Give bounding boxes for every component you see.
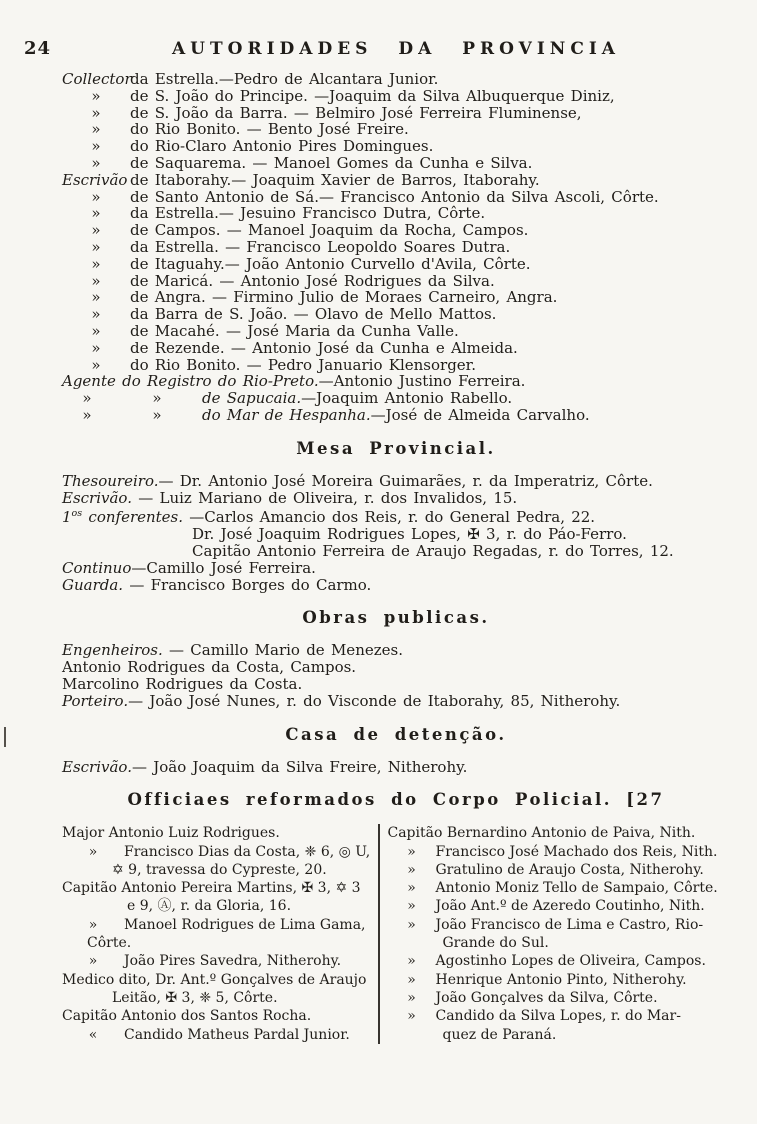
text-segment: —Joaquim Antonio Rabello. [301,389,513,408]
ditto-guillemet-mark: » [91,153,101,172]
text-line [62,490,730,507]
ditto-guillemet-mark: » [91,137,101,156]
text-line [62,934,378,952]
ditto-guillemet-mark: » [88,953,98,970]
obras-publicas-heading: Obras publicas. [302,608,490,628]
casa-detencao-heading: Casa de detenção. [285,724,507,744]
text-line [62,952,378,970]
text-line [388,843,731,861]
text-segment: Francisco José Machado dos Reis, Nith. [435,843,718,860]
text-segment: João Gonçalves da Silva, Côrte. [435,989,658,1006]
ditto-guillemet-mark: » [407,953,416,970]
text-segment: Gratulino de Araujo Costa, Nitherohy. [435,861,704,878]
text-segment: Escrivão [62,170,128,189]
left-column [62,824,378,1044]
text-line [388,861,731,879]
text-segment: de Campos. — Manoel Joaquim da Rocha, Campos. [130,221,529,240]
text-line [62,971,378,989]
text-line [62,693,730,710]
text-line [62,155,730,172]
text-line [62,989,378,1007]
text-line [62,71,730,88]
text-segment: de Maricá. — Antonio José Rodrigues da Silva. [130,271,495,290]
text-line [62,879,378,897]
text-segment: da Estrella.— Jesuino Francisco Dutra, Côrte. [130,204,486,223]
officiaes-reformados-heading: Officiaes reformados do Corpo Policial. [27 [127,790,665,810]
text-line [388,1007,731,1025]
text-segment: os [71,508,83,520]
text-segment: — João Joaquim da Silva Freire, Nitherohy. [131,757,468,776]
ditto-guillemet-mark: » [91,254,101,273]
text-segment: Medico dito, Dr. Ant.º Gonçalves de Araujo [62,971,367,988]
text-line [62,105,730,122]
text-segment: Porteiro. [62,691,129,710]
text-segment: —José de Almeida Carvalho. [370,405,590,424]
ditto-guillemet-mark: » [407,916,416,933]
ditto-guillemet-mark: » [91,288,101,307]
ditto-guillemet-mark: » [152,405,162,424]
text-segment: Henrique Antonio Pinto, Nitherohy. [435,971,687,988]
text-line [62,560,730,577]
text-line [388,1026,731,1044]
text-line [62,222,730,239]
ditto-guillemet-mark: » [152,389,162,408]
text-segment: de S. João da Barra. — Belmiro José Ferreira Fluminense, [130,103,582,122]
text-line [62,390,730,407]
text-line [62,659,730,676]
ditto-guillemet-mark: » [407,880,416,897]
text-segment: Capitão Antonio Pereira Martins, ✠ 3, ✡ 3 [62,880,361,897]
text-segment: Leitão, ✠ 3, ❈ 5, Côrte. [112,989,278,1006]
page-number: 24 [24,38,52,59]
casa-detencao-list [62,759,730,776]
text-line [62,843,378,861]
text-segment: do Rio Bonito. — Bento José Freire. [130,120,409,139]
ditto-guillemet-mark: » [88,843,98,860]
text-line [388,879,731,897]
text-segment: —Camillo José Ferreira. [131,558,316,577]
text-line [388,971,731,989]
text-line [62,121,730,138]
text-segment: Major Antonio Luiz Rodrigues. [62,825,280,842]
text-segment: Candido da Silva Lopes, r. do Mar- [435,1008,681,1025]
text-segment: de Angra. — Firmino Julio de Moraes Carneiro, Angra. [130,288,558,307]
text-line [388,824,731,842]
text-segment: de Santo Antonio de Sá.— Francisco Antonio da Silva Ascoli, Côrte. [130,187,659,206]
ditto-guillemet-mark: » [91,237,101,256]
officiaes-reformados-columns [62,824,730,1044]
ditto-guillemet-mark: » [91,305,101,324]
ditto-guillemet-mark: » [407,861,416,878]
text-segment: João Francisco de Lima e Castro, Rio- [435,916,704,933]
text-line [62,172,730,189]
text-segment: de Saquarema. — Manoel Gomes da Cunha e Silva. [130,153,533,172]
text-line [62,407,730,424]
text-segment: — João José Nunes, r. do Visconde de Itaborahy, 85, Nitherohy. [128,691,621,710]
text-line [62,289,730,306]
text-line [62,357,730,374]
page-content [62,71,730,1044]
text-segment: —Antonio Justino Ferreira. [318,372,526,391]
text-line [388,897,731,915]
text-segment: Escrivão. [62,488,132,507]
ditto-guillemet-mark: » [91,103,101,122]
text-line [62,577,730,594]
text-line [62,473,730,490]
text-line [62,323,730,340]
ditto-guillemet-mark: » [407,843,416,860]
ditto-guillemet-mark: » [91,321,101,340]
obras-publicas-list [62,642,730,709]
text-segment: Antonio Rodrigues da Costa, Campos. [62,658,357,677]
text-segment: Capitão Antonio Ferreira de Araujo Regadas, r. do Torres, 12. [192,541,674,560]
text-line [388,989,731,1007]
text-line [388,952,731,970]
text-line [62,88,730,105]
text-line [62,256,730,273]
ditto-guillemet-mark: » [91,338,101,357]
text-segment: Candido Matheus Pardal Junior. [124,1026,350,1043]
text-segment: Marcolino Rodrigues da Costa. [62,674,303,693]
text-line [62,897,378,915]
text-segment: quez de Paraná. [442,1026,557,1043]
ditto-guillemet-mark: » [91,187,101,206]
text-line [62,340,730,357]
text-line [62,373,730,390]
text-line [62,543,730,560]
text-line [62,642,730,659]
text-line [62,239,730,256]
text-line [62,506,730,526]
text-segment: — Francisco Borges do Carmo. [123,575,372,594]
text-line [388,916,731,934]
ditto-guillemet-mark: » [91,86,101,105]
text-segment: — Camillo Mario de Menezes. [162,641,403,660]
right-column [380,824,731,1044]
text-segment: — Dr. Antonio José Moreira Guimarães, r. da Imperatriz, Côrte. [158,471,653,490]
ditto-guillemet-mark: » [407,898,416,915]
text-segment: Grande do Sul. [442,935,549,952]
ditto-guillemet-mark: » [407,971,416,988]
text-segment: —Carlos Amancio dos Reis, r. do General Pedra, 22. [183,508,596,527]
text-segment: Agostinho Lopes de Oliveira, Campos. [435,953,706,970]
text-segment: de S. João do Principe. —Joaquim da Silva Albuquerque Diniz, [130,86,615,105]
text-segment: Antonio Moniz Tello de Sampaio, Côrte. [435,880,718,897]
text-segment: Escrivão. [62,757,132,776]
text-segment: 1 [62,508,72,527]
text-segment: Côrte. [87,935,132,952]
text-line [62,138,730,155]
scan-artifact-mark [4,727,6,747]
text-segment: Engenheiros. [62,641,163,660]
text-line [62,759,730,776]
text-segment: Capitão Bernardino Antonio de Paiva, Nith. [387,825,696,842]
text-segment: da Barra de S. João. — Olavo de Mello Mattos. [130,305,497,324]
ditto-guillemet-mark: » [88,916,98,933]
text-segment: de Macahé. — José Maria da Cunha Valle. [130,321,459,340]
page-title: AUTORIDADES DA PROVINCIA [171,39,620,59]
text-line [62,861,378,879]
mesa-provincial-list [62,473,730,594]
text-line [62,273,730,290]
text-line [388,934,731,952]
text-segment: Collector [62,70,132,88]
text-segment: Capitão Antonio dos Santos Rocha. [62,1008,312,1025]
text-line [62,824,378,842]
text-segment: Thesoureiro. [62,471,159,490]
text-segment: do Mar de Hespanha. [202,405,371,424]
text-segment: de Itaguahy.— João Antonio Curvello d'Avila, Côrte. [130,254,531,273]
text-line [62,676,730,693]
text-segment: Manoel Rodrigues de Lima Gama, [124,916,366,933]
text-segment: João Pires Savedra, Nitherohy. [124,953,342,970]
text-segment: e 9, Ⓐ, r. da Gloria, 16. [127,898,292,915]
text-line [62,1026,378,1044]
text-segment: do Rio Bonito. — Pedro Januario Klensorger. [130,355,476,374]
text-segment: Francisco Dias da Costa, ❈ 6, ◎ U, [124,843,371,860]
text-segment: do Rio-Claro Antonio Pires Domingues. [130,137,434,156]
text-segment: Guarda. [62,575,124,594]
text-line [62,526,730,543]
text-segment: Agente do Registro do Rio-Preto. [62,372,319,391]
text-line [62,205,730,222]
text-segment: Continuo [62,558,132,577]
text-segment: — Luiz Mariano de Oliveira, r. dos Invalidos, 15. [131,488,518,507]
ditto-guillemet-mark: » [82,405,92,424]
text-segment: da Estrella. — Francisco Leopoldo Soares Dutra. [130,237,511,256]
ditto-guillemet-mark: » [91,120,101,139]
text-segment: João Ant.º de Azeredo Coutinho, Nith. [435,898,705,915]
text-line [62,306,730,323]
ditto-guillemet-mark: » [82,389,92,408]
ditto-guillemet-mark: » [91,355,101,374]
text-segment: Dr. José Joaquim Rodrigues Lopes, ✠ 3, r. do Páo-Ferro. [192,525,627,544]
mesa-provincial-heading: Mesa Provincial. [296,438,496,458]
text-segment: de Itaborahy.— Joaquim Xavier de Barros, Itaborahy. [130,170,540,189]
text-line [62,1007,378,1025]
text-line [62,916,378,934]
ditto-guillemet-mark: « [88,1026,98,1043]
ditto-guillemet-mark: » [91,221,101,240]
text-segment: da Estrella.—Pedro de Alcantara Junior. [130,70,439,88]
ditto-guillemet-mark: » [91,271,101,290]
ditto-guillemet-mark: » [91,204,101,223]
ditto-guillemet-mark: » [407,1008,416,1025]
text-segment: conferentes. [82,508,184,527]
collectors-escrivaes-agentes-list [62,71,730,424]
text-segment: de Sapucaia. [202,389,302,408]
ditto-guillemet-mark: » [407,989,416,1006]
text-segment: ✡ 9, travessa do Cypreste, 20. [112,861,327,878]
text-segment: de Rezende. — Antonio José da Cunha e Almeida. [130,338,518,357]
text-line [62,189,730,206]
